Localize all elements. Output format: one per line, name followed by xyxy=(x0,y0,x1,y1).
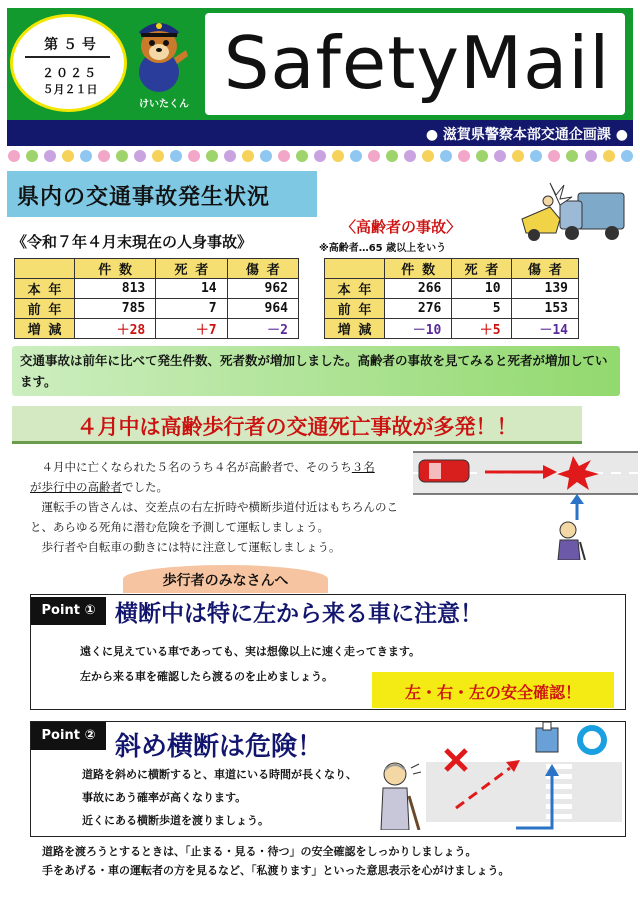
issue-divider xyxy=(25,56,110,58)
decorative-dot xyxy=(386,150,398,162)
issue-badge xyxy=(10,14,127,112)
decorative-dot xyxy=(80,150,92,162)
summary-text: 交通事故は前年に比べて発生件数、死者数が増加しました。高齢者の事故を見てみると死者が増加しています。 xyxy=(20,353,608,389)
decorative-dot xyxy=(116,150,128,162)
alert-paragraph: 歩行者や自転車の動きには特に注意して運転しましょう。 xyxy=(41,540,341,554)
closing-text xyxy=(42,842,612,880)
table-cell: －10 xyxy=(385,319,452,339)
table-cell: 5 xyxy=(452,299,511,319)
table-cell: 813 xyxy=(75,279,156,299)
alert-heading: ４月中は高齢歩行者の交通死亡事故が多発！！ xyxy=(76,415,518,439)
decorative-dot xyxy=(260,150,272,162)
point1-text: 遠くに見えている車であっても、実は想像以上に速く走ってきます。 xyxy=(80,645,421,658)
point2-text: 事故にあう確率が高くなります。 xyxy=(82,791,247,804)
table-cell: 153 xyxy=(511,299,578,319)
decorative-dot xyxy=(422,150,434,162)
table-cell: ＋5 xyxy=(452,319,511,339)
decorative-dot xyxy=(224,150,236,162)
diagonal-crossing-diagram-icon xyxy=(426,722,622,834)
table-cell: 962 xyxy=(227,279,298,299)
alert-paragraph xyxy=(30,457,415,497)
decorative-dot xyxy=(585,150,597,162)
decorative-dot xyxy=(350,150,362,162)
elderly-pedestrian-icon xyxy=(552,520,588,560)
row-label: 増 減 xyxy=(15,319,75,339)
decorative-dot xyxy=(296,150,308,162)
decorative-dot xyxy=(26,150,38,162)
point1-text: 左から来る車を確認したら渡るのを止めましょう。 xyxy=(80,670,333,683)
decorative-dot xyxy=(332,150,344,162)
column-header: 傷 者 xyxy=(227,259,298,279)
point2-tag: Point ② xyxy=(31,722,106,750)
decorative-dot xyxy=(314,150,326,162)
point1-tag: Point ① xyxy=(31,597,106,625)
alert-paragraph: 運転手の皆さんは、交差点の右左折時や横断歩道付近はもちろんのこと、あらゆる死角に潜む危険を予測して運転しましょう。 xyxy=(30,500,398,534)
table-corner xyxy=(325,259,385,279)
table-row xyxy=(325,299,579,319)
newsletter-title: SafetyMail xyxy=(223,21,611,105)
row-label: 本 年 xyxy=(15,279,75,299)
decorative-dot xyxy=(603,150,615,162)
pedestrian-tab-label: 歩行者のみなさんへ xyxy=(162,573,289,589)
alert-body xyxy=(30,457,415,557)
table-cell: 139 xyxy=(511,279,578,299)
decorative-dot xyxy=(188,150,200,162)
department-name: ● 滋賀県警察本部交通企画課 ● xyxy=(425,127,628,143)
road-accident-diagram-icon xyxy=(413,450,638,556)
decorative-dot xyxy=(512,150,524,162)
decorative-dot xyxy=(621,150,633,162)
column-header: 件 数 xyxy=(75,259,156,279)
table-cell: 266 xyxy=(385,279,452,299)
decorative-dot xyxy=(170,150,182,162)
table-cell: ＋7 xyxy=(156,319,227,339)
table-cell: －2 xyxy=(227,319,298,339)
table-header-row xyxy=(325,259,579,279)
closing-line: 道路を渡ろうとするときは、「止まる・見る・待つ」の安全確認をしっかりしましょう。 xyxy=(42,845,477,858)
decorative-dot xyxy=(494,150,506,162)
decorative-dot xyxy=(206,150,218,162)
safety-check-callout: 左・右・左の安全確認！ xyxy=(404,683,581,702)
table-cell: －14 xyxy=(511,319,578,339)
decorative-dot xyxy=(548,150,560,162)
issue-year: ２０２５ xyxy=(41,66,98,80)
decorative-dot xyxy=(476,150,488,162)
decorative-dot xyxy=(404,150,416,162)
table-title: 《令和７年４月末現在の人身事故》 xyxy=(12,233,253,251)
decorative-dot xyxy=(278,150,290,162)
elderly-man-with-cane-icon xyxy=(375,760,425,830)
table-cell: 785 xyxy=(75,299,156,319)
decorative-dot xyxy=(566,150,578,162)
decorative-dot xyxy=(44,150,56,162)
decorative-dot xyxy=(62,150,74,162)
table-row xyxy=(15,319,299,339)
table-cell: 14 xyxy=(156,279,227,299)
table-row xyxy=(325,319,579,339)
table-row xyxy=(15,279,299,299)
decorative-dot xyxy=(8,150,20,162)
table-row xyxy=(15,299,299,319)
decorative-dots xyxy=(8,149,633,163)
table-header-row xyxy=(15,259,299,279)
car-crash-illustration-icon xyxy=(520,171,630,246)
elderly-note: ※高齢者…65 歳以上をいう xyxy=(319,243,447,254)
alert-underlined-text: ３名 xyxy=(351,460,375,474)
row-label: 増 減 xyxy=(325,319,385,339)
point2-text: 道路を斜めに横断すると、車道にいる時間が長くなり、 xyxy=(82,768,357,781)
elderly-accident-table xyxy=(324,258,579,339)
alert-text: ４月中に亡くなられた５名のうち４名が高齢者で、そのうち xyxy=(41,460,352,474)
decorative-dot xyxy=(98,150,110,162)
elderly-title: 〈高齢者の事故〉 xyxy=(341,218,462,236)
column-header: 死 者 xyxy=(156,259,227,279)
column-header: 死 者 xyxy=(452,259,511,279)
decorative-dot xyxy=(368,150,380,162)
decorative-dot xyxy=(134,150,146,162)
alert-text: でした。 xyxy=(122,480,168,494)
decorative-dot xyxy=(530,150,542,162)
column-header: 件 数 xyxy=(385,259,452,279)
point2-heading: 斜め横断は危険！ xyxy=(115,732,324,762)
decorative-dot xyxy=(440,150,452,162)
decorative-dot xyxy=(152,150,164,162)
table-cell: 276 xyxy=(385,299,452,319)
table-cell: ＋28 xyxy=(75,319,156,339)
alert-underlined-text: が歩行中の高齢者 xyxy=(30,480,122,494)
table-row xyxy=(325,279,579,299)
table-cell: 10 xyxy=(452,279,511,299)
accident-table xyxy=(14,258,299,339)
table-cell: 964 xyxy=(227,299,298,319)
table-cell: 7 xyxy=(156,299,227,319)
table-corner xyxy=(15,259,75,279)
row-label: 本 年 xyxy=(325,279,385,299)
section-heading: 県内の交通事故発生状況 xyxy=(17,185,271,210)
column-header: 傷 者 xyxy=(511,259,578,279)
issue-number: 第 ５ 号 xyxy=(44,37,96,53)
row-label: 前 年 xyxy=(15,299,75,319)
decorative-dot xyxy=(242,150,254,162)
mascot-name: けいたくん xyxy=(139,99,189,110)
decorative-dot xyxy=(458,150,470,162)
point2-text: 近くにある横断歩道を渡りましょう。 xyxy=(82,814,269,827)
issue-date: ５月２１日 xyxy=(42,83,98,96)
mascot-police-raccoon-icon xyxy=(128,10,190,96)
point1-heading: 横断中は特に左から来る車に注意！ xyxy=(115,601,483,627)
closing-line: 手をあげる・車の運転者の方を見るなど、「私渡ります」といった意思表示を心がけましょう。 xyxy=(42,864,510,877)
row-label: 前 年 xyxy=(325,299,385,319)
